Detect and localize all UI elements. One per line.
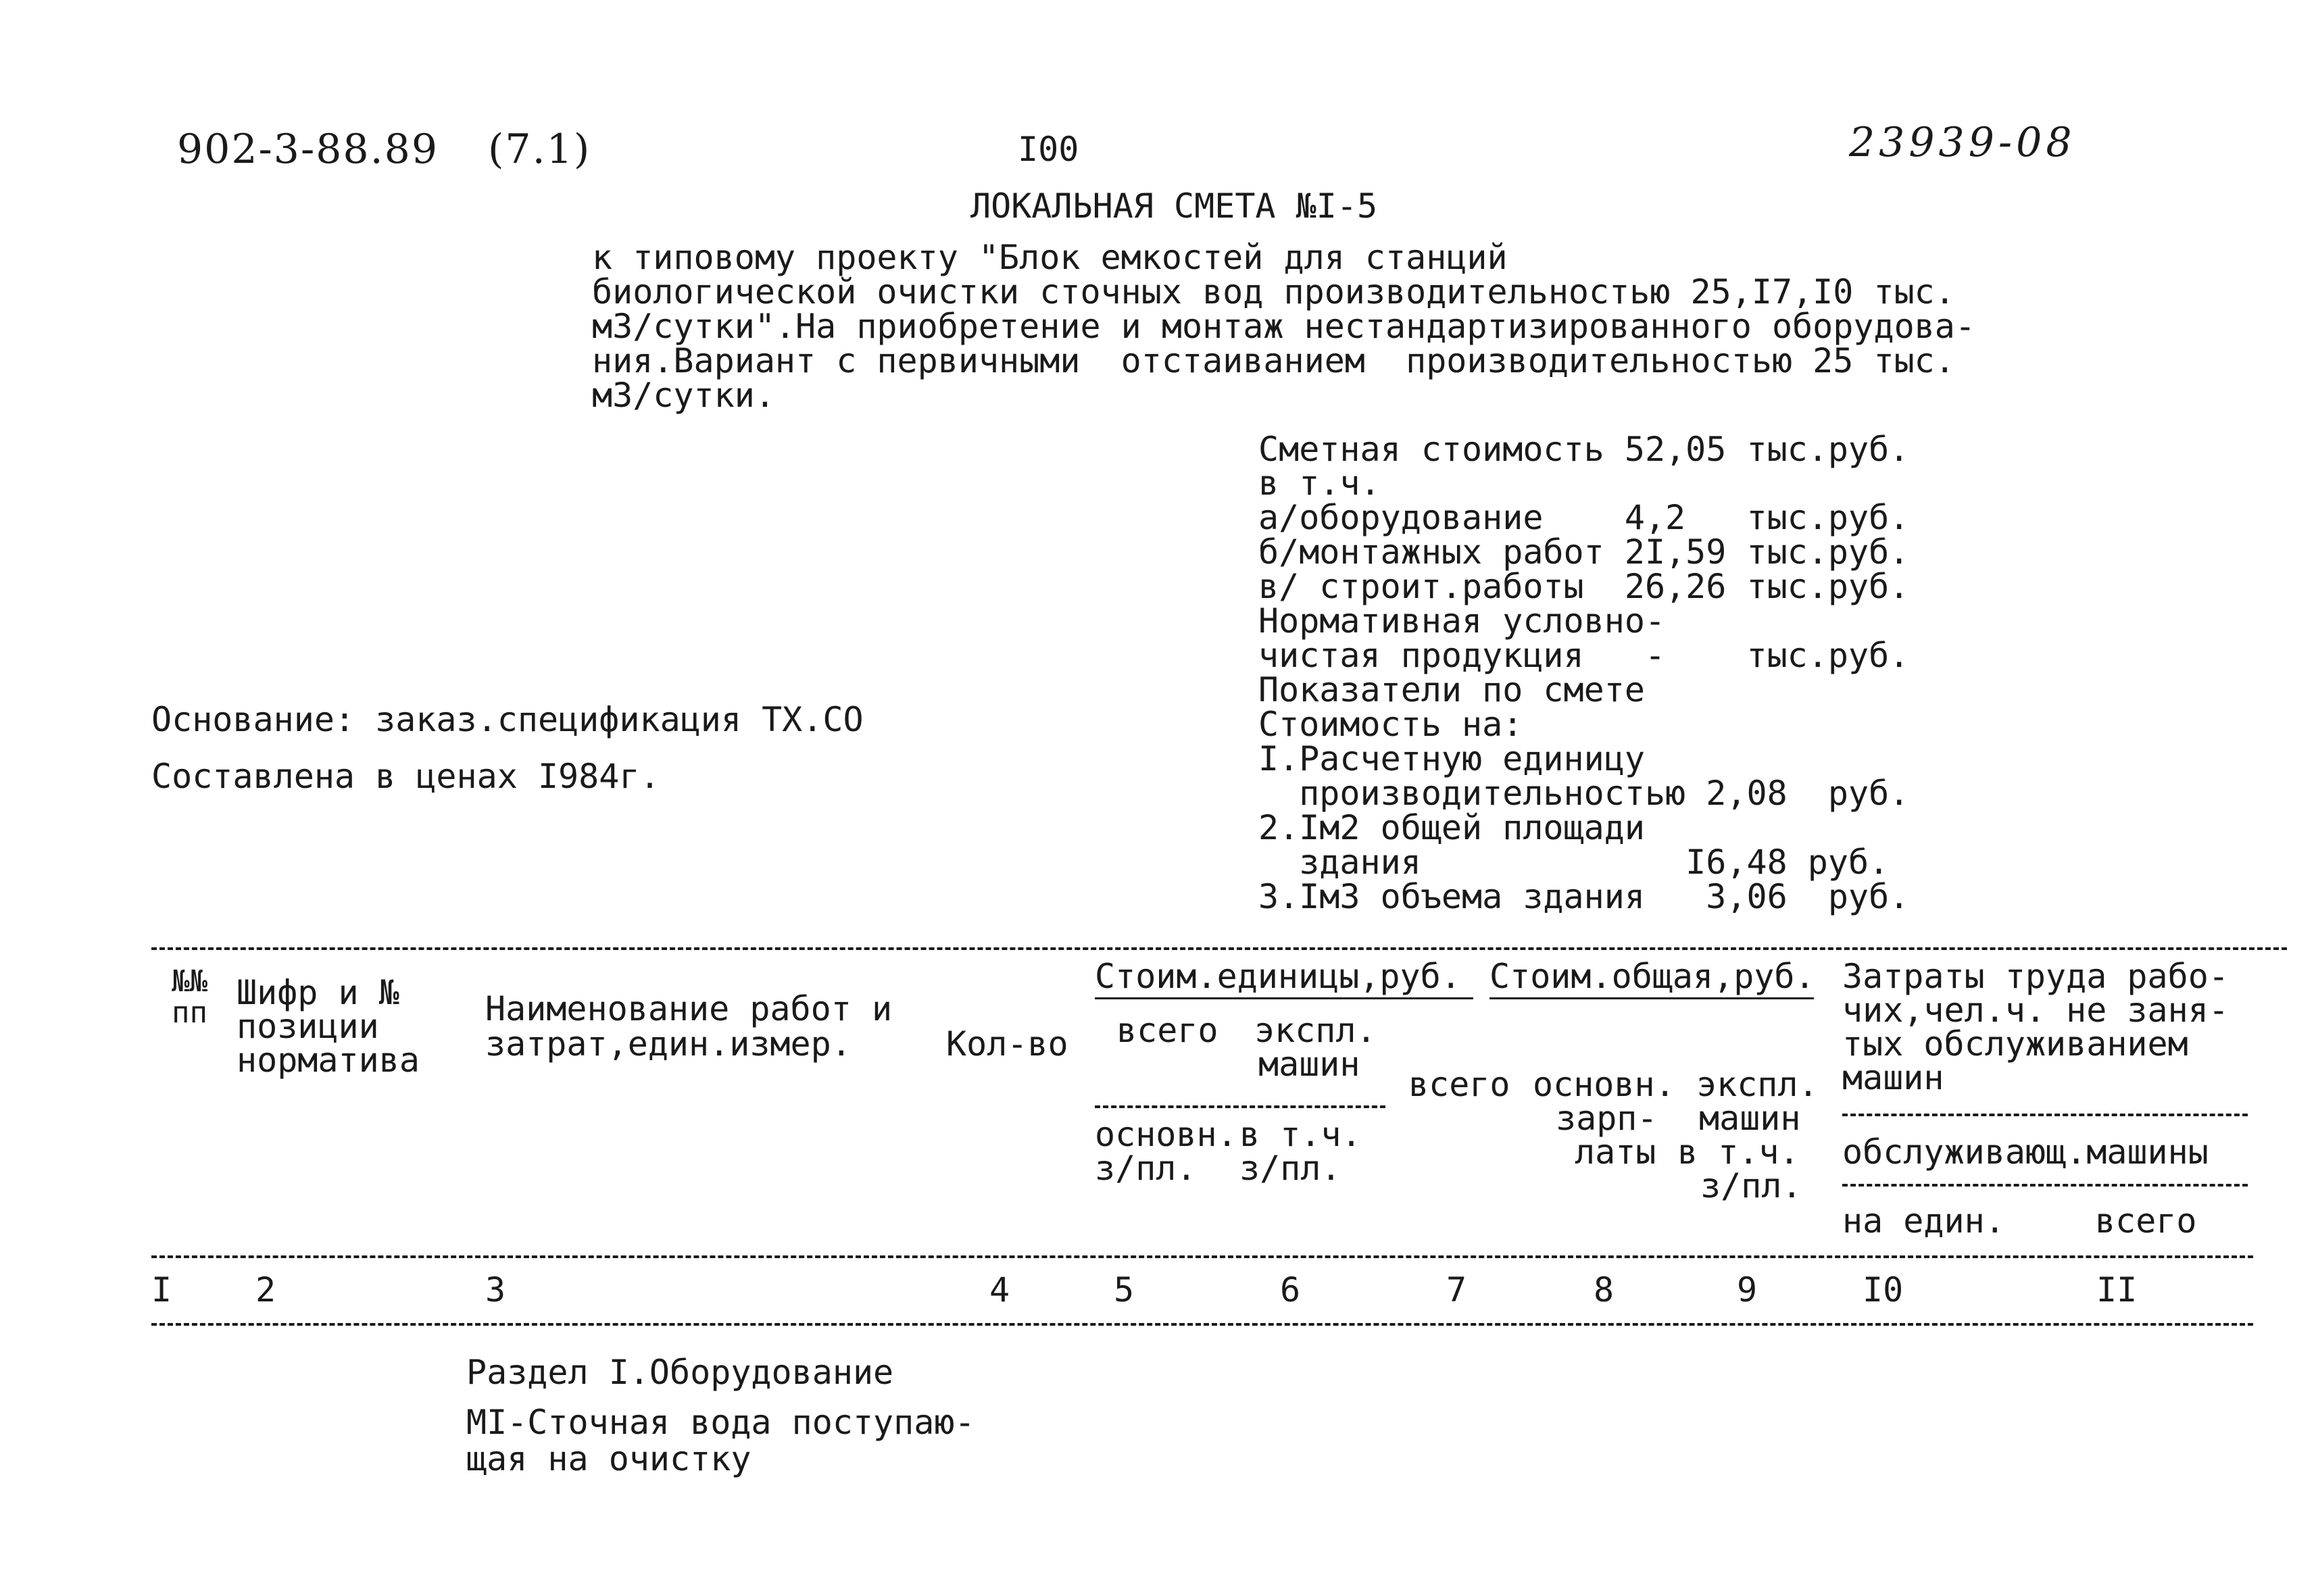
header-number: пп xyxy=(172,995,207,1030)
header-name: затрат,един.измер. xyxy=(485,1024,852,1064)
unit-cost-underline xyxy=(1095,997,1473,999)
total-cost-underline xyxy=(1489,997,1814,999)
description-line: м3/сутки".На приобретение и монтаж нестандартизированного оборудова- xyxy=(592,307,1975,346)
summary-line: б/монтажных работ 2I,59 тыс.руб. xyxy=(1258,532,1910,572)
unit-cost-subrule xyxy=(1095,1105,1385,1108)
page-title: ЛОКАЛЬНАЯ СМЕТА №I-5 xyxy=(970,186,1378,226)
column-number: 6 xyxy=(1280,1270,1301,1310)
summary-line: 3.Iм3 объема здания 3,06 руб. xyxy=(1258,877,1910,916)
column-number: II xyxy=(2096,1270,2138,1310)
header-total-wage: основн. xyxy=(1533,1065,1675,1104)
summary-line: а/оборудование 4,2 тыс.руб. xyxy=(1258,498,1910,537)
inventory-number: 23939-08 xyxy=(1849,119,2076,166)
summary-line: Сметная стоимость 52,05 тыс.руб. xyxy=(1258,430,1910,469)
column-number: 4 xyxy=(989,1270,1010,1310)
summary-line: в/ строит.работы 26,26 тыс.руб. xyxy=(1258,567,1910,606)
header-unit-cost: Стоим.единицы,руб. xyxy=(1095,957,1461,996)
description-line: ния.Вариант с первичными отстаиванием производительностью 25 тыс. xyxy=(592,341,1955,380)
album-number: (7.1) xyxy=(488,126,591,173)
basis-note: Основание: заказ.спецификация ТХ.СО xyxy=(151,700,864,739)
header-quantity: Кол-во xyxy=(946,1024,1068,1064)
labor-subrule xyxy=(1842,1114,2248,1116)
column-number: 2 xyxy=(255,1270,276,1310)
header-total-wage: латы xyxy=(1575,1132,1656,1172)
header-total-machine: в т.ч. xyxy=(1677,1132,1800,1172)
header-name: Наименование работ и xyxy=(485,989,893,1028)
summary-line: чистая продукция - тыс.руб. xyxy=(1258,636,1910,675)
description-line: к типовому проекту "Блок емкостей для станций xyxy=(592,238,1508,277)
item-line: МI-Сточная вода поступаю- xyxy=(466,1403,975,1442)
header-labor: Затраты труда рабо- xyxy=(1842,957,2229,996)
header-unit-incl-wage: в т.ч. xyxy=(1239,1115,1362,1154)
column-number: 9 xyxy=(1737,1270,1758,1310)
header-unit-machine: машин xyxy=(1258,1045,1360,1084)
header-unit-wage: з/пл. xyxy=(1095,1149,1197,1188)
column-number: 3 xyxy=(485,1270,506,1310)
summary-line: 2.Iм2 общей площади xyxy=(1258,808,1645,847)
header-number: №№ xyxy=(172,964,207,999)
summary-line: в т.ч. xyxy=(1258,464,1381,503)
header-total-wage: зарп- xyxy=(1556,1099,1658,1138)
summary-line: I.Расчетную единицу xyxy=(1258,739,1645,778)
header-total-machine: экспл. xyxy=(1696,1065,1819,1104)
summary-line: Стоимость на: xyxy=(1258,705,1523,744)
header-total-machine: з/пл. xyxy=(1700,1166,1802,1205)
column-number: 5 xyxy=(1114,1270,1135,1310)
header-labor-all: всего xyxy=(2095,1201,2197,1241)
column-number: 8 xyxy=(1594,1270,1615,1310)
header-code: Шифр и № xyxy=(237,973,399,1012)
header-labor: машин xyxy=(1842,1058,1944,1097)
summary-line: Показатели по смете xyxy=(1258,670,1645,709)
column-number: 7 xyxy=(1446,1270,1467,1310)
header-bottom-rule xyxy=(151,1255,2253,1258)
header-labor-per-unit: на един. xyxy=(1842,1201,2005,1241)
header-unit-wage: основн. xyxy=(1095,1115,1237,1154)
summary-line: производительностью 2,08 руб. xyxy=(1258,774,1910,813)
item-line: щая на очистку xyxy=(466,1439,752,1478)
header-code: норматива xyxy=(237,1041,420,1080)
table-top-rule xyxy=(151,947,2287,950)
header-labor: тых обслуживанием xyxy=(1842,1024,2188,1064)
header-total-machine: машин xyxy=(1699,1099,1801,1138)
column-number: I xyxy=(151,1270,172,1310)
column-number: I0 xyxy=(1863,1270,1904,1310)
numbers-bottom-rule xyxy=(151,1323,2253,1326)
description-line: биологической очистки сточных вод производительностью 25,I7,I0 тыс. xyxy=(592,272,1955,311)
header-labor-serving: обслуживающ.машины xyxy=(1842,1132,2209,1172)
header-unit-incl-wage: з/пл. xyxy=(1239,1149,1341,1188)
summary-line: здания I6,48 руб. xyxy=(1258,843,1890,882)
header-total-cost: Стоим.общая,руб. xyxy=(1489,957,1815,996)
header-unit-total: всего xyxy=(1116,1011,1218,1050)
summary-line: Нормативная условно- xyxy=(1258,601,1666,641)
description-line: м3/сутки. xyxy=(592,376,775,415)
page-number: I00 xyxy=(1018,130,1079,169)
section-title: Раздел I.Оборудование xyxy=(466,1353,894,1392)
header-unit-machine: экспл. xyxy=(1254,1011,1377,1050)
document-code: 902-3-88.89 xyxy=(177,126,439,173)
prices-note: Составлена в ценах I984г. xyxy=(151,757,660,796)
header-code: позиции xyxy=(237,1007,379,1046)
labor-subrule xyxy=(1842,1184,2248,1187)
header-labor: чих,чел.ч. не заня- xyxy=(1842,991,2229,1030)
header-total-all: всего xyxy=(1408,1065,1510,1104)
